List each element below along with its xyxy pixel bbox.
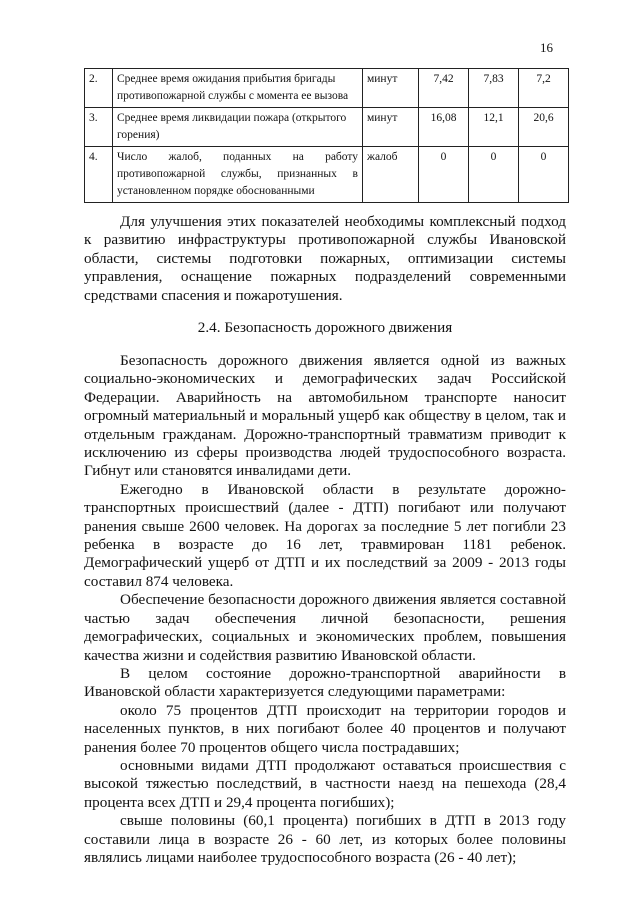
body-text xyxy=(84,352,566,867)
paragraph: Безопасность дорожного движения является одной из важных социально-экономических и демографических задач Российской Федерации. Аварийность на автомобильном транспорте наносит огромный материальный и моральный ущерб как обществу в целом, так и отдельным гражданам. Дорожно-транспортный травматизм приводит к исключению из сферы производства людей трудоспособного возраста. Гибнут или становятся инвалидами дети. xyxy=(84,352,566,480)
value-cell: 12,1 xyxy=(469,108,519,147)
value-cell: 16,08 xyxy=(419,108,469,147)
indicator-name xyxy=(113,108,363,147)
value-cell: 20,6 xyxy=(519,108,569,147)
indicators-table xyxy=(84,68,569,203)
paragraph: свыше половины (60,1 процента) погибших в ДТП в 2013 году составили лица в возрасте 26 - 60 лет, из которых более половины являлись лицами наиболее трудоспособного возраста (26 - 40 лет); xyxy=(84,812,566,866)
value-cell: 7,2 xyxy=(519,69,569,108)
unit-cell: минут xyxy=(363,69,419,108)
paragraph: Обеспечение безопасности дорожного движения является составной частью задач обеспечения личной безопасности, решения демографических, социальных и экономических проблем, повышения качества жизни и содействия развитию Ивановской области. xyxy=(84,591,566,664)
value-cell: 0 xyxy=(419,147,469,203)
indicator-name-line: Число жалоб, поданных на работу xyxy=(117,151,358,163)
indicator-name-line: Среднее время ликвидации пожара (открытого xyxy=(117,112,347,124)
table-row xyxy=(85,69,569,108)
indicator-name xyxy=(113,69,363,108)
value-cell: 0 xyxy=(469,147,519,203)
intro-paragraph: Для улучшения этих показателей необходимы комплексный подход к развитию инфраструктуры противопожарной службы Ивановской области, системы подготовки пожарных, оптимизации системы управления, оснащение пожарных подразделений современными средствами спасения и пожаротушения. xyxy=(84,213,566,304)
value-cell: 7,83 xyxy=(469,69,519,108)
indicator-name-line: Среднее время ожидания прибытия бригады xyxy=(117,73,336,85)
indicator-name-line: установленном порядке обоснованными xyxy=(117,185,315,197)
row-number: 4. xyxy=(85,147,113,203)
indicator-name-line: противопожарной службы, признанных в xyxy=(117,168,358,180)
value-cell: 0 xyxy=(519,147,569,203)
paragraph: Ежегодно в Ивановской области в результате дорожно-транспортных происшествий (далее - ДТП) погибают или получают ранения свыше 2600 человек. На дорогах за последние 5 лет погибли 23 ребенка в возрасте до 16 лет, травмирован 1181 ребенок. Демографический ущерб от ДТП и их последствий за 2009 - 2013 годы составил 874 человека. xyxy=(84,480,566,590)
indicator-name-line: горения) xyxy=(117,129,160,141)
paragraph: основными видами ДТП продолжают оставаться происшествия с высокой тяжестью последствий, в частности наезд на пешехода (28,4 процента всех ДТП и 29,4 процента погибших); xyxy=(84,756,566,811)
indicator-name-line: противопожарной службы с момента ее вызова xyxy=(117,90,349,102)
table-row xyxy=(85,147,569,203)
row-number: 2. xyxy=(85,69,113,108)
section-heading: 2.4. Безопасность дорожного движения xyxy=(197,319,453,336)
paragraph: около 75 процентов ДТП происходит на территории городов и населенных пунктов, в них погибают более 40 процентов и получают ранения более 70 процентов общего числа пострадавших; xyxy=(84,701,566,756)
page-number: 16 xyxy=(540,40,553,55)
unit-cell: жалоб xyxy=(363,147,419,203)
intro-block xyxy=(84,213,566,305)
indicator-name xyxy=(113,147,363,203)
row-number: 3. xyxy=(85,108,113,147)
unit-cell: минут xyxy=(363,108,419,147)
paragraph: В целом состояние дорожно-транспортной аварийности в Ивановской области характеризуется следующими параметрами: xyxy=(84,664,566,701)
value-cell: 7,42 xyxy=(419,69,469,108)
table-row xyxy=(85,108,569,147)
